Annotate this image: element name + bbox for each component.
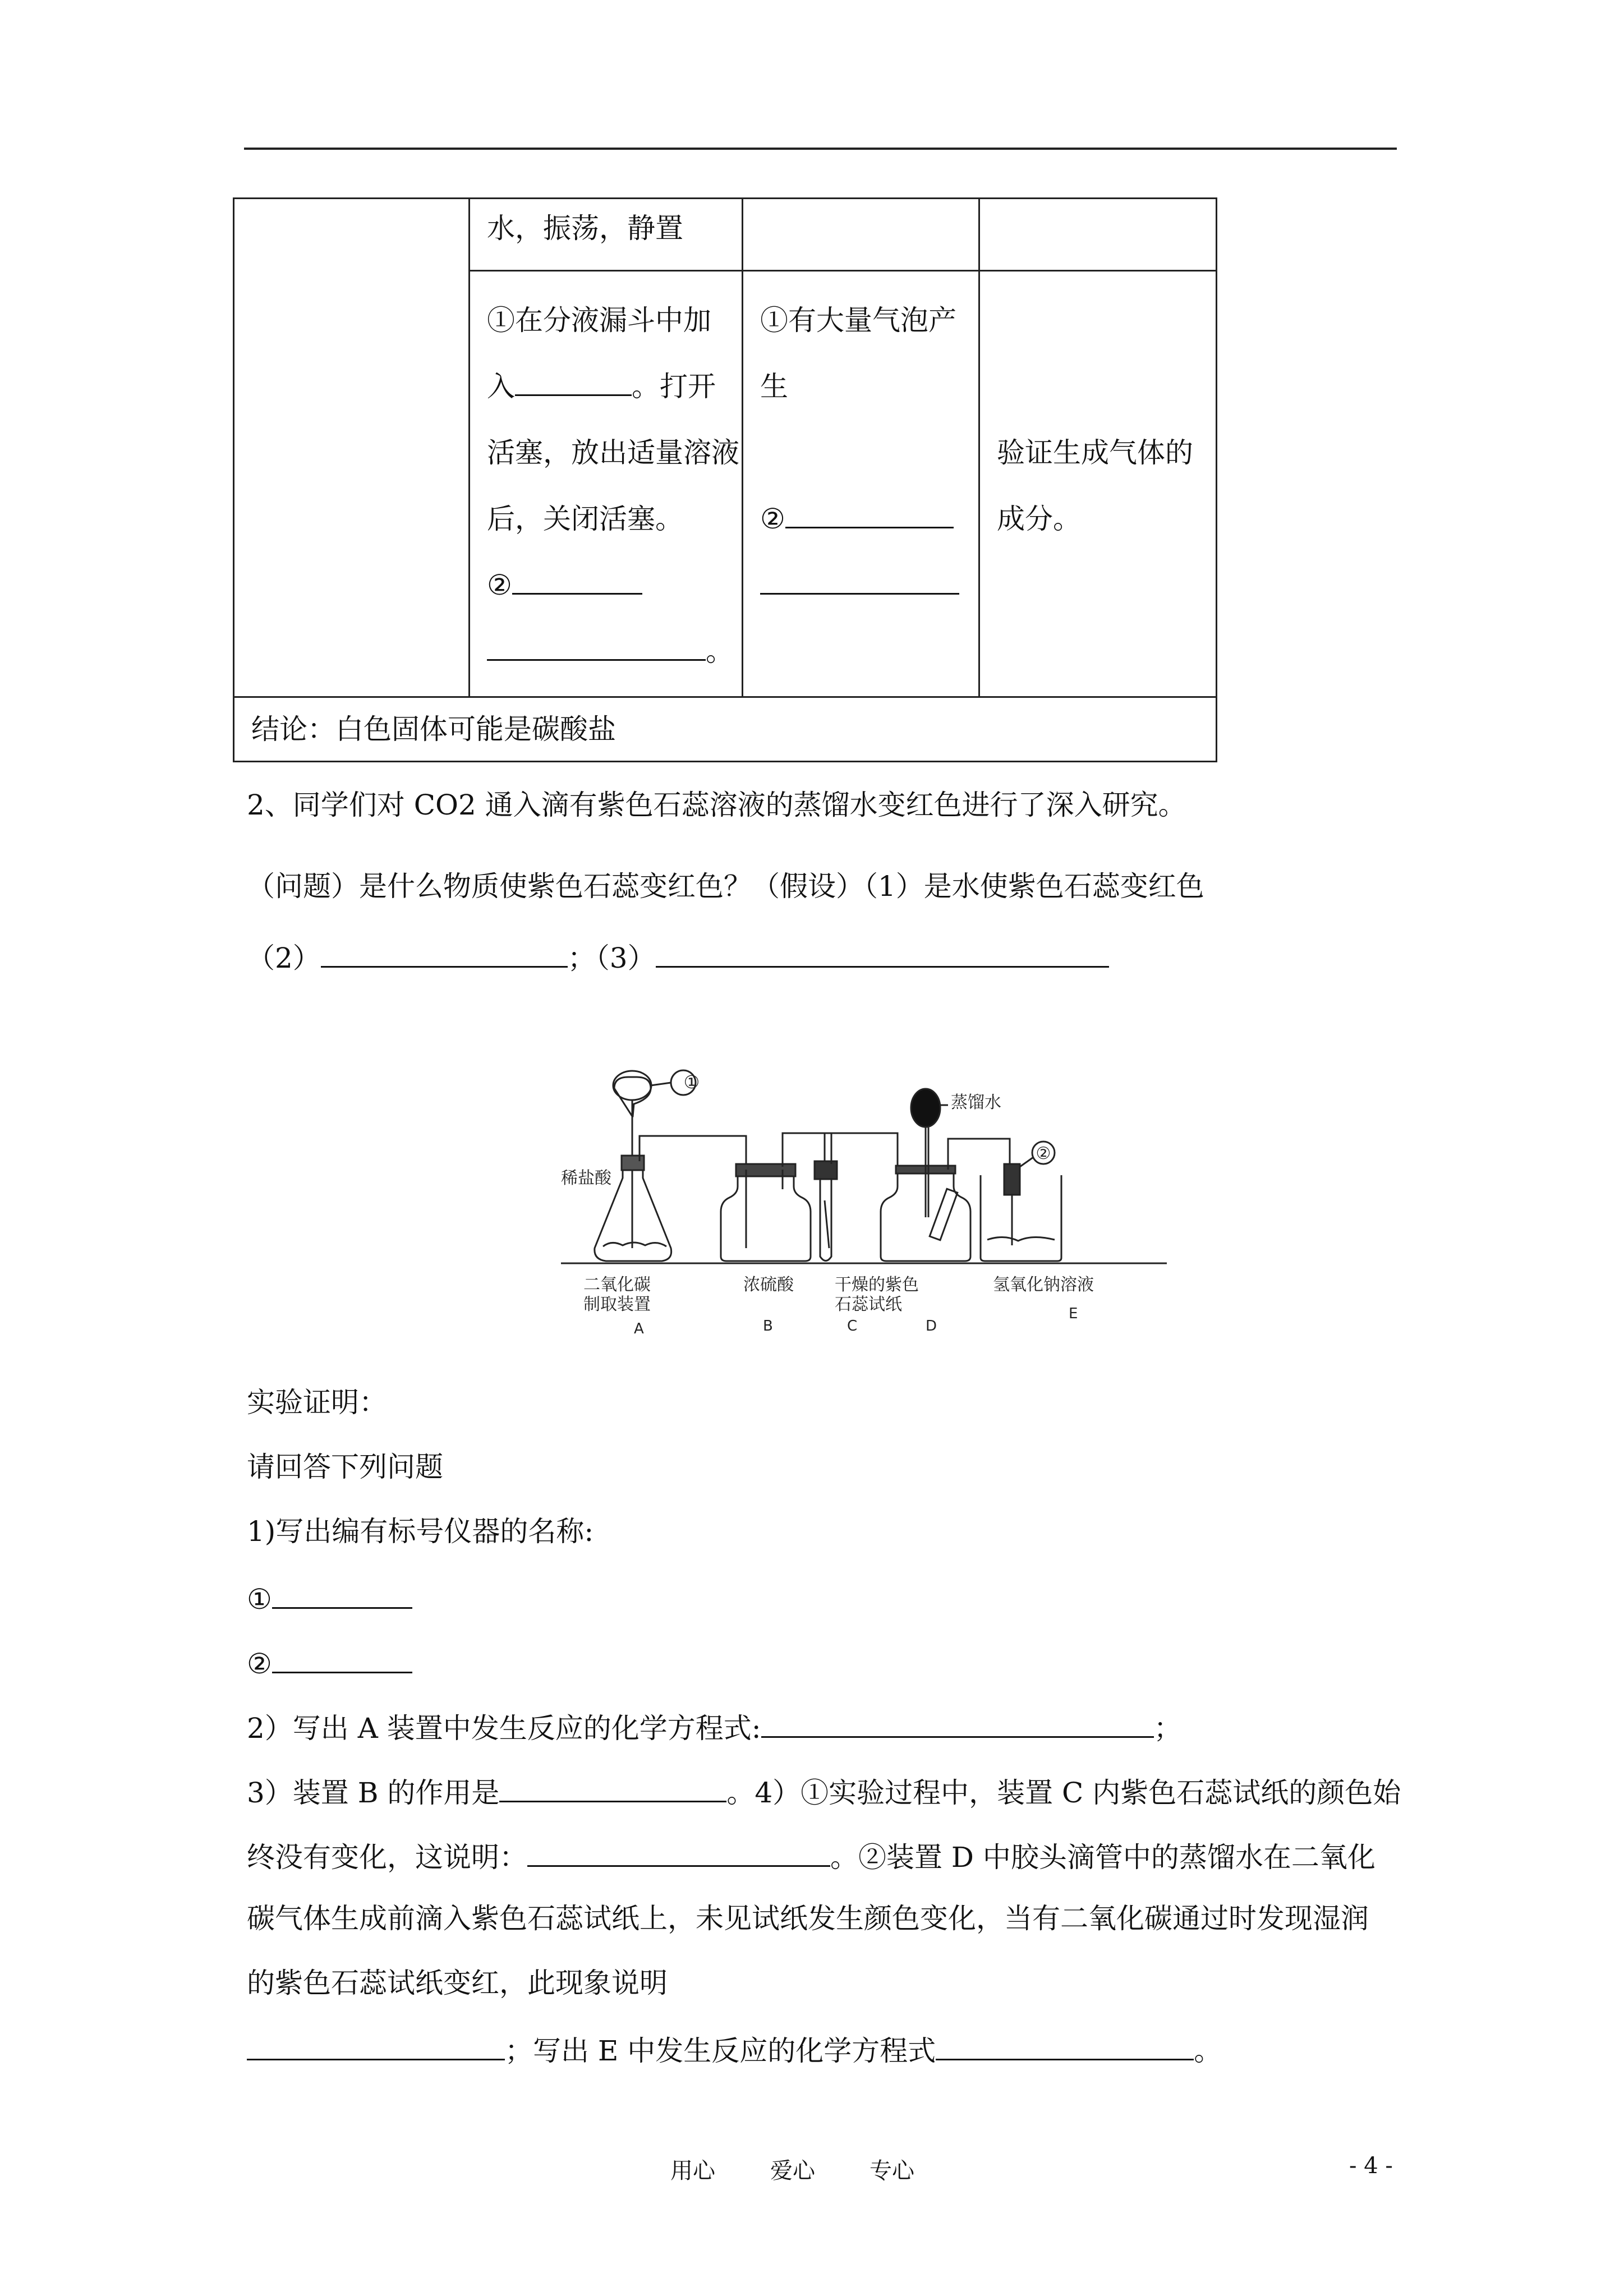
proof-label: 实验证明： [247,1386,387,1419]
answer-blank[interactable] [761,1708,1154,1738]
question-2-intro: 2、同学们对 CO2 通入滴有紫色石蕊溶液的蒸馏水变红色进行了深入研究。 [247,789,1186,821]
cell-line: ①有大量气泡产 [760,304,956,337]
cell-line: ①在分液漏斗中加 [487,304,711,337]
question-text: 3）装置 B 的作用是 [247,1777,500,1809]
question-text: 。 [1194,2035,1222,2067]
tube-c [815,1133,898,1261]
question-3-line5 [247,2031,1222,2068]
table-cell-purpose [979,199,1217,271]
footer-motto-1: 用心 [670,2158,715,2184]
item-marker: ② [247,1648,272,1680]
bottle-d [881,1089,1010,1261]
c-caption-line2: 石蕊试纸 [835,1295,902,1314]
marker-1-leader [651,1083,671,1085]
question-3-line1 [247,1773,1401,1810]
letter-b: B [763,1318,773,1335]
table-cell-operation [470,199,743,271]
cell-text: ② [760,503,785,536]
experiment-table [233,197,1217,762]
letter-e: E [1069,1305,1078,1322]
footer-motto-2: 爱心 [770,2158,815,2184]
answer-blank[interactable] [247,2031,505,2060]
cell-line [760,552,961,618]
footer-motto-3: 专心 [869,2158,914,2184]
answer-blank[interactable] [272,1579,412,1609]
a-caption-line1: 二氧化碳 [583,1275,651,1295]
question-3-line2 [247,1837,1375,1874]
letter-d: D [926,1318,937,1335]
table-row [234,199,1217,271]
question-text: ；写出 E 中发生反应的化学方程式 [505,2035,936,2067]
question-text: ； [1153,1712,1182,1745]
answer-blank[interactable] [272,1644,412,1673]
answer-blank[interactable] [656,938,1109,968]
answer-blank[interactable] [321,938,568,968]
answer-blank[interactable] [499,1773,726,1802]
cell-line [487,618,734,684]
e-caption: 氢氧化钠溶液 [993,1275,1094,1295]
cell-text: 。 [706,635,734,668]
table-cell-step [234,199,470,697]
cell-line [487,353,725,420]
beaker-e [981,1164,1061,1261]
answer-blank[interactable] [512,565,642,595]
question-text: 2）写出 A 装置中发生反应的化学方程式: [247,1712,761,1745]
cell-line: 活塞，放出适量溶液 [487,436,739,470]
cell-line [487,552,725,618]
hypothesis-label: ；（3） [567,942,656,974]
cell-text: 入 [487,370,515,403]
question-2-hypothesis: （问题）是什么物质使紫色石蕊变红色？（假设）（1）是水使紫色石蕊变红色 [247,870,1204,903]
cell-line: 生 [760,370,788,403]
answer-blank[interactable] [487,631,706,661]
answer-following: 请回答下列问题 [247,1451,443,1483]
hypothesis-line [247,938,1109,975]
flask-a [595,1071,746,1261]
answer-blank[interactable] [760,565,959,595]
question-1: 1)写出编有标号仪器的名称: [247,1515,594,1548]
cell-text: 水，振荡，静置 [487,212,683,245]
question-text: 。②装置 D 中胶头滴管中的蒸馏水在二氧化 [830,1841,1375,1874]
question-2-equation [247,1708,1182,1745]
question-text: 。4）①实验过程中，装置 C 内紫色石蕊试纸的颜色始 [726,1777,1401,1809]
table-cell-conclusion [234,697,1217,761]
cell-text: 。打开 [632,370,716,403]
letter-a: A [634,1320,644,1337]
cell-line: 成分。 [997,503,1081,536]
letter-c: C [847,1318,858,1335]
question-3-line3: 碳气体生成前滴入紫色石蕊试纸上，未见试纸发生颜色变化，当有二氧化碳通过时发现湿润 [247,1902,1369,1935]
marker-2-label: ② [1036,1144,1051,1163]
question-3-line4: 的紫色石蕊试纸变红，此现象说明 [247,1967,668,1999]
answer-blank[interactable] [785,499,954,528]
marker-2-leader [1020,1157,1033,1167]
answer-blank[interactable] [936,2031,1194,2060]
header-rule [244,148,1397,150]
c-caption-line1: 干燥的紫色 [835,1275,919,1295]
cell-line [760,486,961,552]
table-cell-phenomenon [743,271,979,697]
b-caption: 浓硫酸 [743,1275,794,1295]
hypothesis-label: （2） [247,942,321,974]
item-marker: ① [247,1583,272,1616]
answer-blank[interactable] [515,366,632,396]
marker-1-label: ① [683,1071,700,1093]
cell-line: 后，关闭活塞。 [487,503,683,536]
litmus-paper-d [930,1189,958,1240]
answer-blank[interactable] [527,1837,830,1867]
table-row [234,697,1217,761]
table-cell-purpose [979,271,1217,697]
apparatus-diagram [561,1055,1189,1352]
conclusion-text: 结论：白色固体可能是碳酸盐 [251,712,616,746]
cell-line: 验证生成气体的 [997,436,1193,470]
cell-text: ② [487,569,512,602]
table-cell-operation [470,271,743,697]
table-cell-phenomenon [743,199,979,271]
question-1-b [247,1644,412,1681]
distilled-water-label: 蒸馏水 [951,1093,1001,1112]
bottle-b [721,1133,825,1261]
page-number: - 4 - [1349,2153,1393,2179]
a-caption-line2: 制取装置 [583,1295,651,1314]
dropper-bulb [911,1089,940,1127]
dilute-hcl-label: 稀盐酸 [561,1168,611,1188]
question-1-a [247,1579,412,1616]
question-text: 终没有变化，这说明： [247,1841,527,1874]
